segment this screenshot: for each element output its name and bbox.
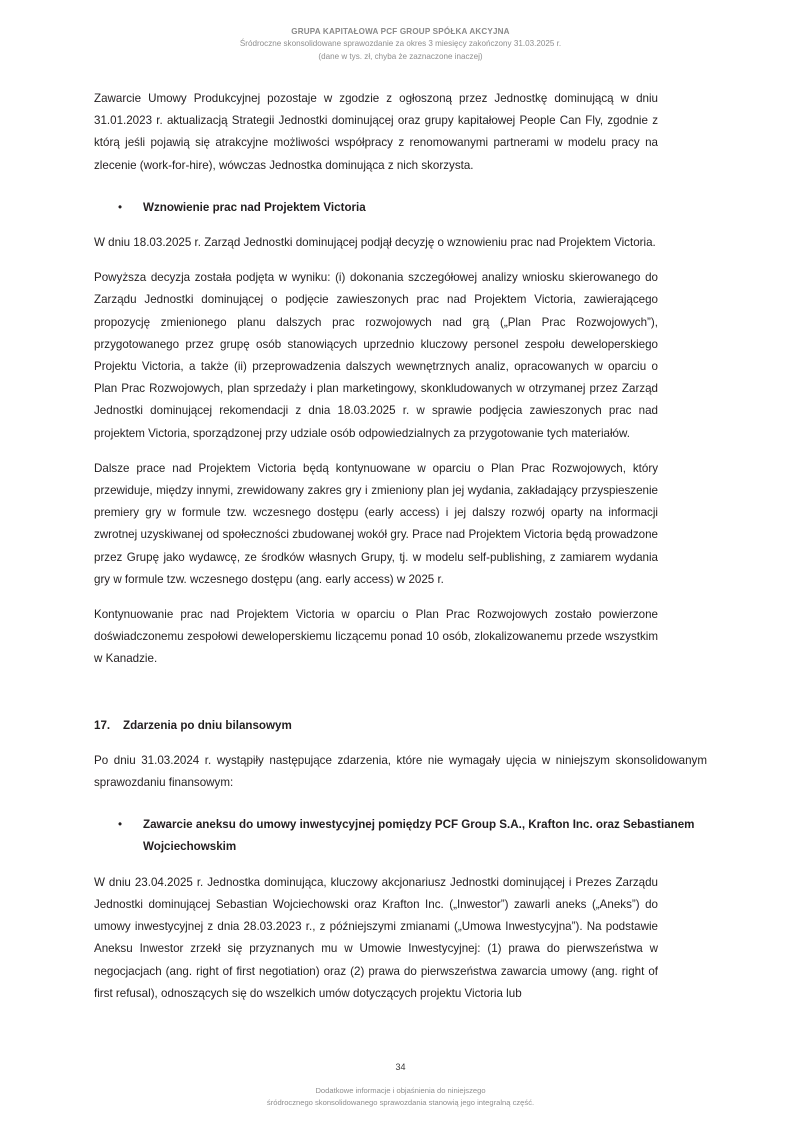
footer-note <box>94 1085 707 1108</box>
page-header <box>94 26 707 63</box>
bullet-marker-icon: • <box>118 818 123 832</box>
paragraph-victoria-3: Dalsze prace nad Projektem Victoria będą kontynuowane w oparciu o Plan Prac Rozwojowych, który przewiduje, między innymi, zrewidowany zakres gry i zmieniony plan jej wydania, zakładający przyspieszenie premiery gry w formule tzw. wczesnego dostępu (early access) i jej dalszy rozwój oparty na informacji zwrotnej uzyskiwanej od społeczności zbudowanej wokół gry. Prace nad Projektem Victoria będą prowadzone przez Grupę jako wydawcę, ze środków własnych Grupy, tj. w modelu self-publishing, z zamiarem wydania gry w formule tzw. wczesnego dostępu (ang. early access) w 2025 r. <box>94 461 658 586</box>
footer-note-line-1: Dodatkowe informacje i objaśnienia do niniejszego <box>315 1086 486 1095</box>
bullet-item-investment-annex <box>118 814 707 858</box>
spacer <box>94 219 707 232</box>
footer-note-line-2: śródrocznego skonsolidowanego sprawozdania stanowią jego integralną część. <box>266 1097 535 1107</box>
spacer <box>94 737 707 750</box>
header-report-subtitle: Śródroczne skonsolidowane sprawozdanie za okres 3 miesięcy zakończony 31.03.2025 r. <box>239 39 562 48</box>
bullet-title-investment-annex: Zawarcie aneksu do umowy inwestycyjnej pomiędzy PCF Group S.A., Krafton Inc. oraz Sebastianem Wojciechowskim <box>143 818 695 854</box>
spacer <box>94 254 707 267</box>
section-heading-17 <box>94 715 707 737</box>
footer-page-number: 34 <box>395 1062 406 1072</box>
paragraph-victoria-2: Powyższa decyzja została podjęta w wyniku: (i) dokonania szczegółowej analizy wniosku skierowanego do Zarządu Jednostki dominującej o podjęcie zawieszonych prac nad Projektem Victoria, zawierającego propozycję zmienionego planu dalszych prac rozwojowych nad grą („Plan Prac Rozwojowych”), przygotowanego przez grupę osób stanowiących uprzednio kluczowy personel zespołu deweloperskiego Projektu Victoria, a także (ii) przeprowadzenia dalszych wewnętrznych analiz, opracowanych w oparciu o Plan Prac Rozwojowych, plan sprzedaży i plan marketingowy, skonkludowanych w otrzymanej przez Zarząd Jednostki dominującej rekomendacji z dnia 18.03.2025 r. w sprawie podjęcia zawieszonych prac nad projektem Victoria, sporządzonej przy udziale osób odpowiedzialnych za przygotowanie tych materiałów. <box>94 271 658 440</box>
spacer <box>94 445 707 458</box>
page-content <box>94 88 707 1005</box>
spacer <box>94 591 707 604</box>
paragraph-victoria-4: Kontynuowanie prac nad Projektem Victoria w oparciu o Plan Prac Rozwojowych zostało powierzone doświadczonemu zespołowi deweloperskiemu liczącemu ponad 10 osób, zlokalizowanemu przede wszystkim w Kanadzie. <box>94 608 658 666</box>
paragraph-annex-1: W dniu 23.04.2025 r. Jednostka dominująca, kluczowy akcjonariusz Jednostki dominującej i Prezes Zarządu Jednostki dominującej Sebastian Wojciechowski oraz Krafton Inc. („Inwestor”) zawarli aneks („Aneks”) do umowy inwestycyjnej z dnia 28.03.2023 r., z późniejszymi zmianami („Umowa Inwestycyjna”). Na podstawie Aneksu Inwestor zrzekł się przyznanych mu w Umowie Inwestycyjnej: (1) prawa do pierwszeństwa w negocjacjach (ang. right of first negotiation) oraz (2) prawa do pierwszeństwa zawarcia umowy (ang. right of first refusal), odnoszących się do wszelkich umów dotyczących projektu Victoria lub <box>94 875 658 1000</box>
header-company-name: GRUPA KAPITAŁOWA PCF GROUP SPÓŁKA AKCYJNA <box>291 27 510 36</box>
bullet-marker-icon: • <box>118 200 123 214</box>
paragraph-production-agreement: Zawarcie Umowy Produkcyjnej pozostaje w zgodzie z ogłoszoną przez Jednostkę dominującą w dniu 31.01.2023 r. aktualizacją Strategii Jednostki dominującej oraz grupy kapitałowej People Can Fly, zgodnie z którą jeśli pojawią się atrakcyjne możliwości współpracy z renomowanymi partnerami w modelu pracy na zlecenie (work-for-hire), wówczas Jednostka dominująca z nich skorzysta. <box>94 92 658 172</box>
spacer <box>94 177 707 197</box>
bullet-item-victoria-resumption <box>118 197 707 219</box>
paragraph-section17-intro: Po dniu 31.03.2024 r. wystąpiły następujące zdarzenia, które nie wymagały ujęcia w niniejszym skonsolidowanym sprawozdaniu finansowym: <box>94 753 707 790</box>
section-number: 17. <box>94 718 111 732</box>
paragraph-victoria-1: W dniu 18.03.2025 r. Zarząd Jednostki dominującej podjął decyzję o wznowieniu prac nad Projektem Victoria. <box>94 236 656 250</box>
spacer <box>94 794 707 814</box>
spacer <box>94 671 707 715</box>
header-units-note: (dane w tys. zł, chyba że zaznaczone inaczej) <box>318 51 483 61</box>
spacer <box>94 859 707 872</box>
section-title: Zdarzenia po dniu bilansowym <box>123 718 292 732</box>
bullet-title-victoria-resumption: Wznowienie prac nad Projektem Victoria <box>143 200 366 214</box>
